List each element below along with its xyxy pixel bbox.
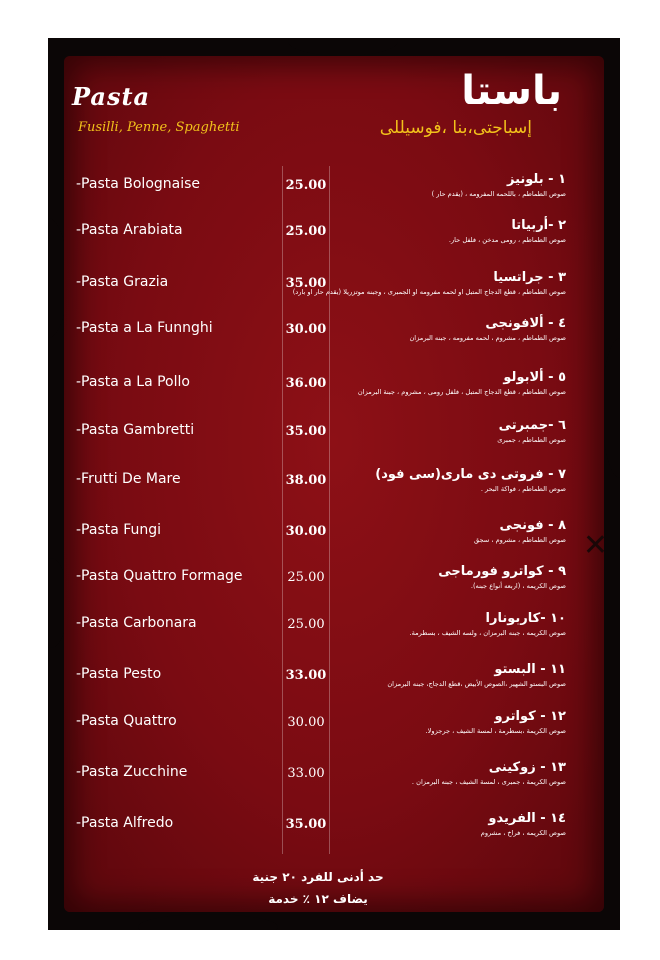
item-name-en: -Pasta Pesto — [76, 666, 162, 682]
item-name-ar: ٩ - كواترو فورماجى — [438, 564, 566, 579]
item-name-ar: ١١ - البستو — [494, 662, 566, 677]
item-price: 25.00 — [287, 617, 325, 632]
item-name-en: -Pasta a La Pollo — [76, 374, 190, 390]
item-price: 30.00 — [287, 715, 325, 730]
item-description-ar: صوص الطماطم ، قطع الدجاج المتبل او لحمه مفرومه او الجمبرى ، وجبنه موتزريلا (يقدم حار او بارد) — [292, 288, 566, 296]
item-arabic-block — [326, 316, 566, 342]
price-column-divider — [282, 166, 330, 854]
item-price: 33.00 — [285, 668, 327, 683]
item-arabic-block — [326, 370, 566, 396]
item-name-en: -Pasta Fungi — [76, 522, 162, 538]
item-name-ar: ٨ - فونجى — [499, 518, 566, 533]
item-name-ar: ١ - بلونيز — [507, 172, 566, 187]
item-name-en: -Pasta Bolognaise — [76, 176, 201, 192]
item-name-ar: ١٣ - زوكينى — [488, 760, 566, 775]
item-price: 33.00 — [287, 766, 325, 781]
item-name-ar: ٧ - فروتى دى مارى(سى فود) — [375, 467, 566, 482]
item-arabic-block — [326, 811, 566, 837]
item-description-ar: صوص البستو الشهير ،الصوص الأبيض ،قطع الدجاج، جبنه البرمزان — [387, 680, 566, 688]
item-name-ar: ٣ - جراتسيا — [493, 270, 566, 285]
item-price: 35.00 — [285, 817, 327, 832]
item-description-ar: صوص الطماطم ، مشروم ، سجق — [473, 536, 566, 544]
item-arabic-block — [326, 467, 566, 493]
item-description-ar: صوص الطماطم ، فواكة البحر . — [480, 485, 566, 493]
item-arabic-block — [326, 418, 566, 444]
item-description-ar: صوص الكريمة ،بسطرمة ، لمسة الشيف ، جرجزولا. — [425, 727, 566, 735]
item-description-ar: صوص الطماطم ، رومى مدخن ، فلفل حار. — [448, 236, 566, 244]
item-price: 25.00 — [285, 178, 327, 193]
item-name-en: -Pasta Alfredo — [76, 815, 174, 831]
item-price: 25.00 — [287, 570, 325, 585]
item-arabic-block — [326, 518, 566, 544]
page-title-en: Pasta — [72, 82, 151, 111]
item-price: 30.00 — [285, 322, 327, 337]
item-price: 35.00 — [285, 424, 327, 439]
item-name-ar: ١٢ - كواترو — [494, 709, 566, 724]
item-arabic-block — [326, 709, 566, 735]
item-description-ar: صوص الطماطم ، جمبرى — [497, 436, 566, 444]
item-arabic-block — [326, 760, 566, 786]
footer-minimum-charge: حد أدنى للفرد ٢٠ جنية — [252, 870, 384, 884]
item-price: 25.00 — [285, 224, 327, 239]
menu-footer — [238, 866, 398, 910]
item-description-ar: صوص الطماطم ، باللحمه المفرومه ، (يقدم حار ) — [431, 190, 566, 198]
page-subtitle-en: Fusilli, Penne, Spaghetti — [78, 120, 240, 135]
item-name-ar: ١٠ -كاربونارا — [485, 611, 566, 626]
item-name-en: -Pasta Grazia — [76, 274, 169, 290]
item-arabic-block — [326, 611, 566, 637]
item-description-ar: صوص الكريمه ، جبنه البرمزان ، ولسه الشيف ، بسطرمة. — [409, 629, 566, 637]
item-name-en: -Pasta Quattro — [76, 713, 177, 729]
item-name-ar: ١٤ - الفريدو — [488, 811, 566, 826]
item-name-en: -Pasta a La Funnghi — [76, 320, 213, 336]
item-arabic-block — [326, 172, 566, 198]
item-price: 30.00 — [285, 524, 327, 539]
item-name-en: -Pasta Arabiata — [76, 222, 183, 238]
item-name-en: -Pasta Quattro Formage — [76, 568, 243, 584]
item-name-en: -Pasta Zucchine — [76, 764, 188, 780]
decorative-mark: ✕ — [582, 528, 608, 563]
page-title-ar: باستا — [461, 68, 562, 114]
item-name-ar: ٢ -أربياتا — [511, 218, 566, 233]
item-name-en: -Pasta Gambretti — [76, 422, 195, 438]
item-arabic-block — [326, 218, 566, 244]
item-arabic-block — [326, 662, 566, 688]
item-description-ar: صوص الطماطم ، مشروم ، لحمه مفرومه ، جبنه البرمزان — [409, 334, 566, 342]
item-description-ar: صوص الطماطم ، قطع الدجاج المتبل ، فلفل رومى ، مشروم ، جبنة البرمزان — [357, 388, 566, 396]
item-description-ar: صوص الكريمه ، فراخ ، مشروم — [480, 829, 566, 837]
item-price: 38.00 — [285, 473, 327, 488]
item-description-ar: صوص الكريمه ، (اربعه أنواع جبنه). — [470, 582, 566, 590]
item-name-en: -Frutti De Mare — [76, 471, 181, 487]
item-description-ar: صوص الكريمة ، جمبرى ، لمسة الشيف ، جبنه البرمزان . — [411, 778, 566, 786]
item-name-ar: ٦ -جمبرتى — [498, 418, 566, 433]
menu-page — [48, 38, 620, 930]
item-name-ar: ٥ - ألابولو — [503, 370, 566, 385]
footer-service-charge: يضاف ١٢ ٪ خدمة — [268, 892, 368, 906]
item-arabic-block — [326, 564, 566, 590]
item-price: 36.00 — [285, 376, 327, 391]
item-name-ar: ٤ - ألافونجى — [485, 316, 566, 331]
item-name-en: -Pasta Carbonara — [76, 615, 197, 631]
page-subtitle-ar: إسباجتى،بنا ،فوسيللى — [379, 118, 532, 138]
item-price: 35.00 — [285, 276, 327, 291]
